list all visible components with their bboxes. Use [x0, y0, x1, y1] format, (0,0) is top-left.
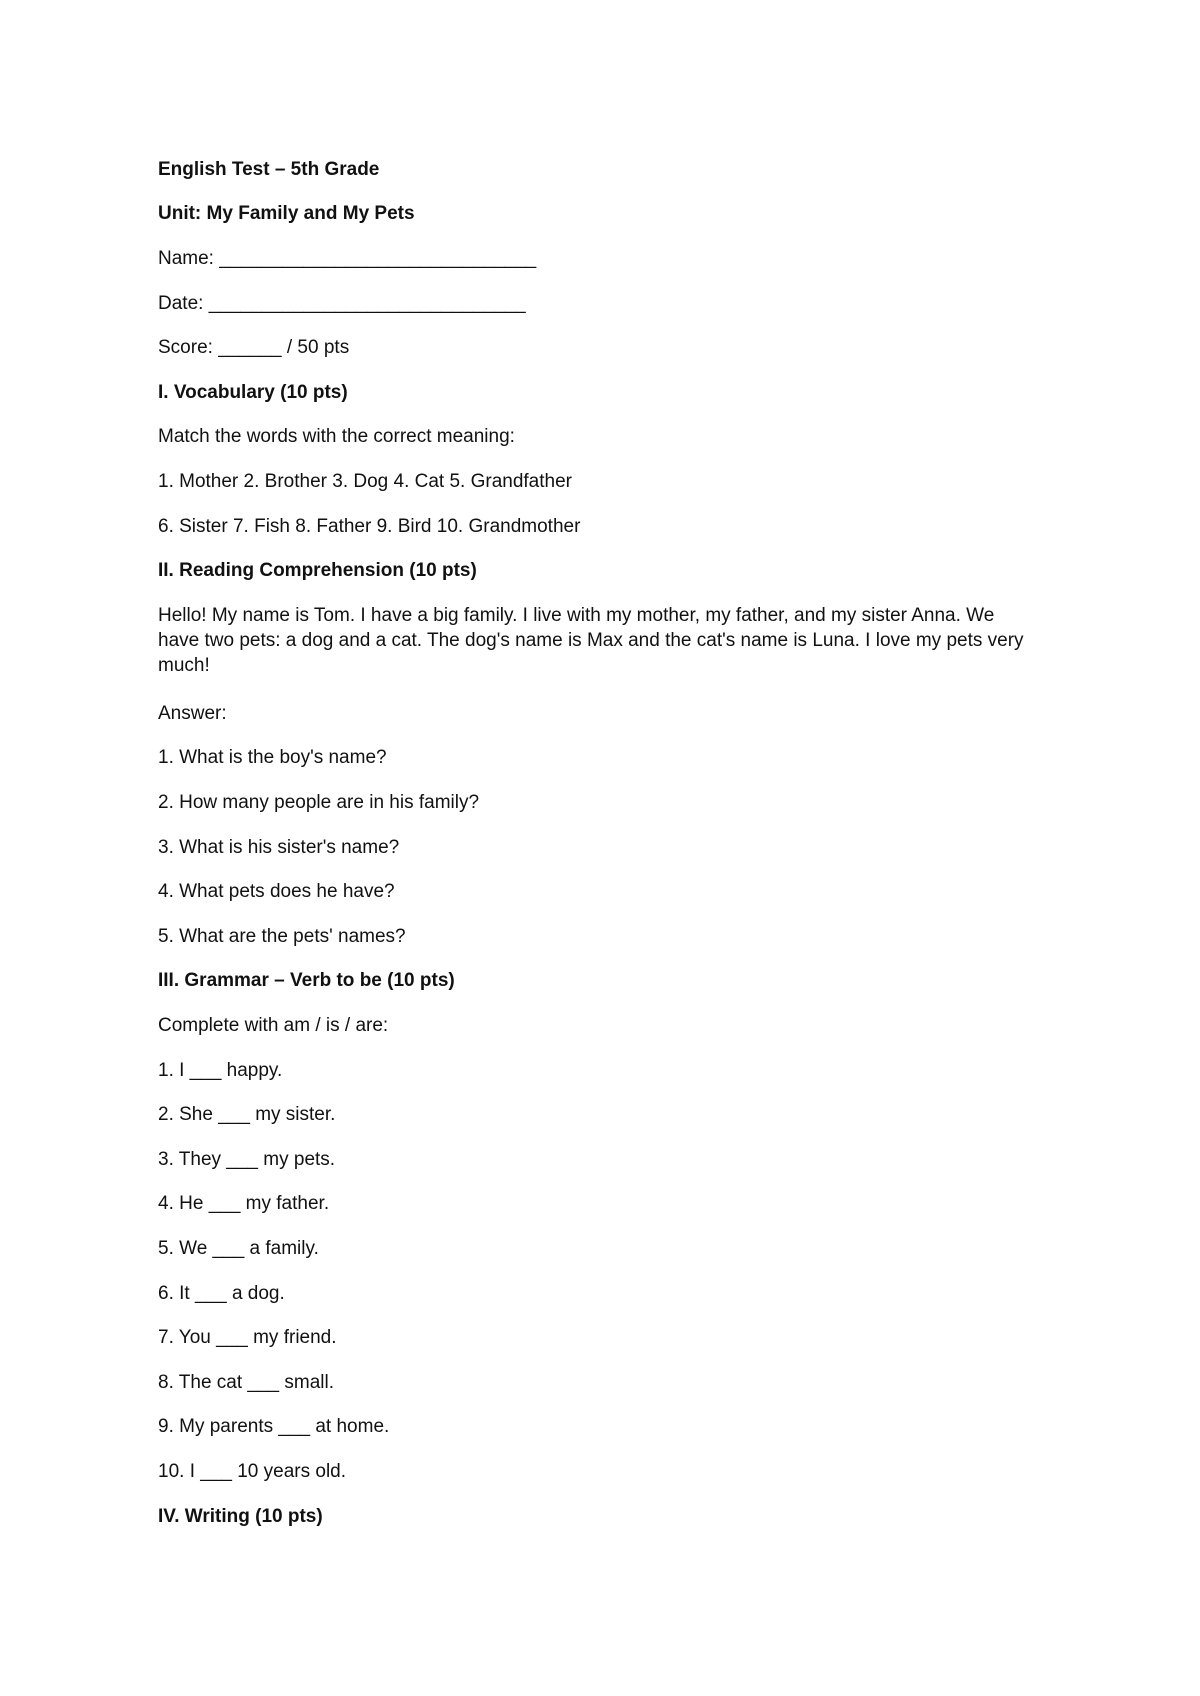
grammar-heading: III. Grammar – Verb to be (10 pts): [158, 970, 455, 991]
grammar-item: 5. We ___ a family.: [158, 1238, 319, 1259]
grammar-item: 4. He ___ my father.: [158, 1193, 330, 1214]
score-field[interactable]: Score: ______ / 50 pts: [158, 337, 350, 358]
writing-heading: IV. Writing (10 pts): [158, 1506, 323, 1527]
grammar-item: 1. I ___ happy.: [158, 1060, 283, 1081]
unit-title: Unit: My Family and My Pets: [158, 203, 415, 224]
reading-question: 4. What pets does he have?: [158, 881, 395, 902]
grammar-item: 7. You ___ my friend.: [158, 1327, 337, 1348]
grammar-item: 6. It ___ a dog.: [158, 1283, 285, 1304]
vocabulary-heading: I. Vocabulary (10 pts): [158, 382, 348, 403]
reading-question: 2. How many people are in his family?: [158, 792, 480, 813]
vocabulary-words-line-1: 1. Mother 2. Brother 3. Dog 4. Cat 5. Grandfather: [158, 471, 572, 492]
reading-question: 5. What are the pets' names?: [158, 926, 406, 947]
grammar-item: 3. They ___ my pets.: [158, 1149, 336, 1170]
date-field[interactable]: Date: ______________________________: [158, 293, 526, 314]
grammar-instruction: Complete with am / is / are:: [158, 1015, 389, 1036]
grammar-item: 8. The cat ___ small.: [158, 1372, 335, 1393]
answer-label: Answer:: [158, 703, 227, 724]
reading-passage: Hello! My name is Tom. I have a big family. I live with my mother, my father, and my sister Anna. We have two pets: a dog and a cat. The dog's name is Max and the cat's name is Luna. I love my pets very much!: [158, 605, 1024, 676]
vocabulary-words-line-2: 6. Sister 7. Fish 8. Father 9. Bird 10. Grandmother: [158, 516, 581, 537]
grammar-item: 10. I ___ 10 years old.: [158, 1461, 347, 1482]
vocabulary-instruction: Match the words with the correct meaning:: [158, 426, 515, 447]
grammar-item: 9. My parents ___ at home.: [158, 1416, 390, 1437]
grammar-item: 2. She ___ my sister.: [158, 1104, 336, 1125]
reading-question: 1. What is the boy's name?: [158, 747, 387, 768]
test-title: English Test – 5th Grade: [158, 159, 380, 180]
reading-question: 3. What is his sister's name?: [158, 837, 400, 858]
reading-heading: II. Reading Comprehension (10 pts): [158, 560, 477, 581]
name-field[interactable]: Name: ______________________________: [158, 248, 537, 269]
